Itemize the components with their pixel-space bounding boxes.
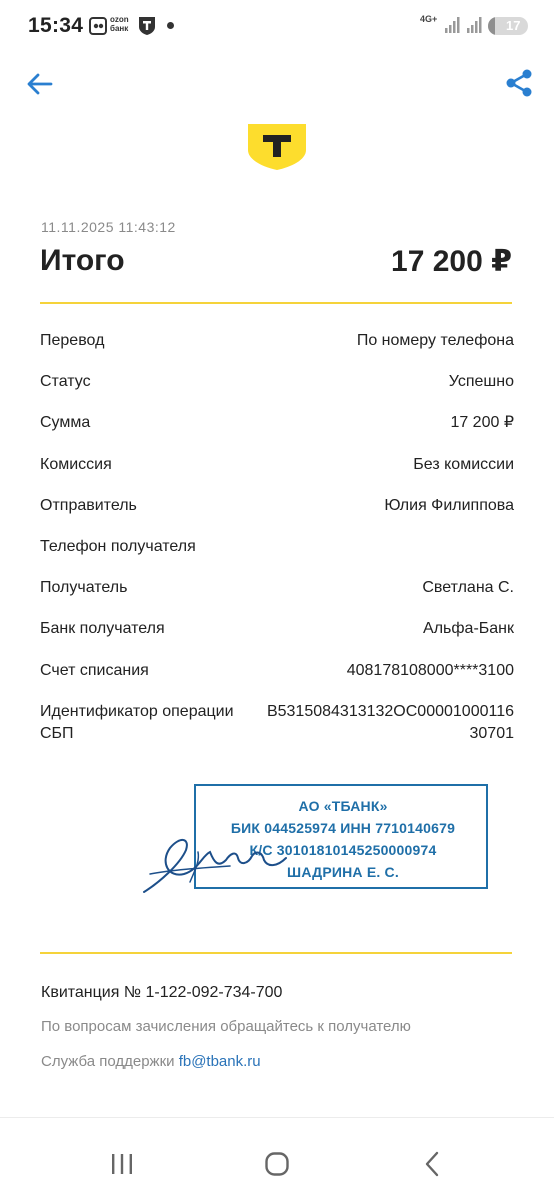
share-icon[interactable] xyxy=(502,66,536,100)
total-amount: 17 200 ₽ xyxy=(391,245,512,278)
detail-row-status xyxy=(40,371,514,412)
detail-label: Счет списания xyxy=(40,661,149,679)
tbank-shield-icon xyxy=(138,16,156,36)
support-label: Служба поддержки xyxy=(41,1053,179,1070)
detail-row-recipient xyxy=(40,577,514,618)
battery-icon xyxy=(488,17,528,35)
detail-value: B5315084313132OC00001000116 30701 xyxy=(266,702,514,742)
signal-icon-2 xyxy=(466,16,482,34)
inquiry-note: По вопросам зачисления обращайтесь к получателю xyxy=(41,1018,411,1035)
status-time: 15:34 xyxy=(28,14,84,37)
detail-value: 17 200 ₽ xyxy=(450,414,514,432)
detail-value: Светлана С. xyxy=(422,579,514,597)
detail-row-sbp-id xyxy=(40,701,514,761)
detail-label: Статус xyxy=(40,373,91,391)
detail-row-recipient-bank xyxy=(40,618,514,659)
detail-value: Успешно xyxy=(448,373,514,391)
receipt-details xyxy=(40,330,514,761)
detail-value: Без комиссии xyxy=(413,455,514,473)
support-email-link[interactable]: fb@tbank.ru xyxy=(178,1053,261,1070)
nav-separator xyxy=(0,1117,554,1118)
detail-value: По номеру телефона xyxy=(356,332,514,349)
network-type: 4G+ xyxy=(420,14,438,24)
detail-label: Перевод xyxy=(40,332,105,349)
signal-icon xyxy=(444,16,460,34)
detail-value: Альфа-Банк xyxy=(423,620,514,638)
battery-level: 17 xyxy=(506,18,521,33)
detail-row-debit-account xyxy=(40,660,514,701)
detail-row-amount xyxy=(40,412,514,453)
tbank-logo xyxy=(247,124,307,170)
stamp-bik-inn: БИК 044525974 ИНН 7710140679 xyxy=(230,820,456,836)
battery-fill xyxy=(488,17,495,35)
signature xyxy=(140,822,290,902)
receipt-number: Квитанция № 1-122-092-734-700 xyxy=(41,984,283,1001)
back-chevron-icon[interactable] xyxy=(420,1151,446,1177)
operation-datetime: 11.11.2025 11:43:12 xyxy=(41,219,176,235)
ozon-app-icon xyxy=(88,16,108,36)
detail-label: Телефон получателя xyxy=(40,537,196,555)
recents-icon[interactable] xyxy=(108,1151,136,1177)
stamp-signer: ШАДРИНА Е. С. xyxy=(287,864,399,880)
status-bar xyxy=(0,0,554,54)
detail-row-commission xyxy=(40,454,514,495)
detail-label: Банк получателя xyxy=(40,620,165,638)
divider xyxy=(40,302,512,304)
ozon-label: ozon банк xyxy=(110,15,129,33)
divider xyxy=(40,952,512,954)
detail-row-recipient-phone xyxy=(40,536,514,577)
notification-dot-icon xyxy=(167,22,174,29)
detail-label: Комиссия xyxy=(40,455,112,473)
detail-value: 408178108000****3100 xyxy=(346,661,514,679)
detail-label: Отправитель xyxy=(40,496,137,514)
home-icon[interactable] xyxy=(264,1151,290,1177)
detail-label: Сумма xyxy=(40,414,91,432)
back-arrow-icon[interactable] xyxy=(24,68,56,100)
detail-label: Получатель xyxy=(40,579,128,597)
stamp-corr-account: К/С 30101810145250000974 xyxy=(249,842,437,858)
detail-label: Идентификатор операции СБП xyxy=(40,702,234,742)
total-label: Итого xyxy=(40,244,125,277)
detail-row-transfer xyxy=(40,330,514,371)
stamp-bank-name: АО «ТБАНК» xyxy=(298,798,388,814)
support-line xyxy=(41,1053,261,1070)
detail-row-sender xyxy=(40,495,514,536)
detail-value: Юлия Филиппова xyxy=(384,496,514,514)
